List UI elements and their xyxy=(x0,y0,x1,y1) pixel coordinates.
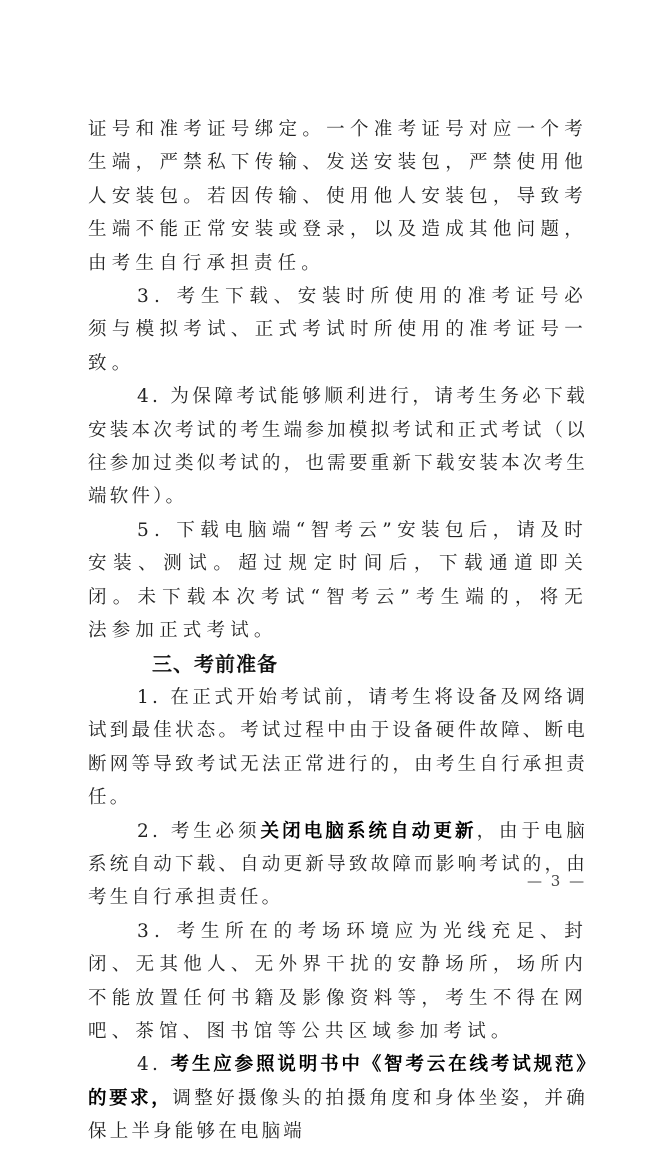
paragraph-item-5: 5. 下载电脑端“智考云”安装包后，请及时安装、测试。超过规定时间后，下载通道即关闭。未下载本次考试“智考云”考生端的，将无法参加正式考试。 xyxy=(88,519,588,642)
section-item-2-suffix: ，由于电脑系统自动下载、自动更新导致故障而影响考试的，由考生自行承担责任。 xyxy=(88,820,588,909)
document-body xyxy=(88,113,588,1149)
section-item-2 xyxy=(88,815,588,915)
section-item-4 xyxy=(88,1048,588,1148)
section-item-3: 3. 考生所在的考场环境应为光线充足、封闭、无其他人、无外界干扰的安静场所，场所内不能放置任何书籍及影像资料等，考生不得在网吧、茶馆、图书馆等公共区域参加考试。 xyxy=(88,920,588,1042)
section-item-4-prefix: 4. xyxy=(137,1054,171,1076)
section-item-2-emphasis: 关闭电脑系统自动更新 xyxy=(260,820,477,842)
section-item-4-suffix: 调整好摄像头的拍摄角度和身体坐姿，并确保上半身能够在电脑端 xyxy=(88,1087,588,1143)
section-item-1: 1. 在正式开始考试前，请考生将设备及网络调试到最佳状态。考试过程中由于设备硬件故障、断电断网等导致考试无法正常进行的，由考生自行承担责任。 xyxy=(88,686,588,809)
section-item-4-emphasis: 考生应参照说明书中《智考云在线考试规范》的要求， xyxy=(88,1054,588,1109)
paragraph-continuation: 证号和准考证号绑定。一个准考证号对应一个考生端，严禁私下传输、发送安装包，严禁使用他人安装包。若因传输、使用他人安装包，导致考生端不能正常安装或登录，以及造成其他问题，由考生自行承担责任。 xyxy=(88,119,588,274)
paragraph-item-4: 4. 为保障考试能够顺利进行，请考生务必下载安装本次考试的考生端参加模拟考试和正式考试（以往参加过类似考试的，也需要重新下载安装本次考生端软件）。 xyxy=(88,386,588,508)
section-item-2-prefix: 2. 考生必须 xyxy=(137,820,261,842)
page-number: — 3 — xyxy=(527,872,587,890)
paragraph-item-3: 3. 考生下载、安装时所使用的准考证号必须与模拟考试、正式考试时所使用的准考证号一致。 xyxy=(88,286,588,374)
section-heading: 三、考前准备 xyxy=(152,651,278,676)
